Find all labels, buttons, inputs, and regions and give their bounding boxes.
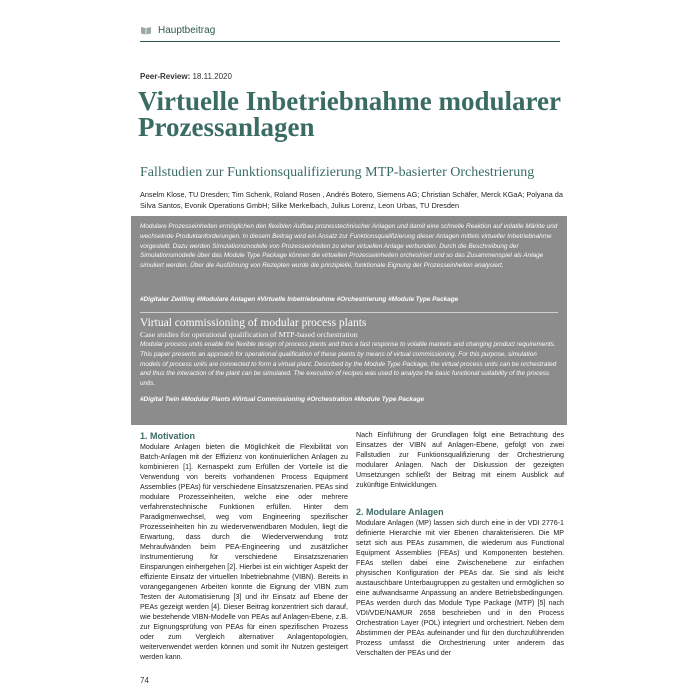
abstract-english: Modular process units enable the flexible design of process plants and thus a fast response to volatile markets and changing product requirements. This paper presents an approach for operational qualification of these plants by means of virtual commissioning. For this purpose, simulation models of process units are connected to form a virtual plant. Described by the Module Type Package, the virtual process units can be orchestrated and thus the interaction of the plant can be simulated. The execution of recipes was used to analyze the basic functional suitability of the process units. <box>140 341 557 388</box>
english-title: Virtual commissioning of modular process plants <box>140 317 367 329</box>
peer-review-date: 18.11.2020 <box>192 72 232 81</box>
abstract-box <box>131 216 567 425</box>
english-subtitle: Case studies for operational qualification of MTP-based orchestration <box>140 330 358 339</box>
book-icon <box>140 26 152 35</box>
article-subtitle: Fallstudien zur Funktionsqualifizierung MTP-basierter Orchestrierung <box>140 165 535 180</box>
peer-review-label: Peer-Review: <box>140 72 191 81</box>
peer-review-line <box>140 72 232 81</box>
section-heading-motivation: 1. Motivation <box>140 431 196 441</box>
column-right <box>356 430 564 695</box>
section-heading-modular-plants: 2. Modulare Anlagen <box>356 507 444 517</box>
page-number: 74 <box>140 676 149 685</box>
body-paragraph: Nach Einführung der Grundlagen folgt eine Betrachtung des Einsatzes der VIBN auf Anlagen-Ebene, gefolgt von zwei Fallstudien zur Funktionsqualifizierung der Orchestrierung modularer Anlagen. Nach der Diskussion der gezeigten Umsetzungen schließt der Beitrag mit einem Ausblick auf zukünftige Entwicklungen. <box>356 431 564 489</box>
body-paragraph: Modulare Anlagen bieten die Möglichkeit die Flexibilität von Batch-Anlagen mit der Effizienz von kontinuierlichen Anlagen zu kombinieren [1]. Kernaspekt zum Erfüllen der Vorteile ist die Verwendung von bereits vorhandenen Process Equipment Assemblies (PEAs) für verschiedene Einsatzszenarien. PEAs sind modulare Prozesseinheiten, welche eine oder mehrere verfahrenstechnische Funktionen erfüllen. Hinter dem Paradigmenwechsel, weg vom Engineering spezifischer Prozesseinheiten hin zu wiederverwendbaren Modulen, liegt die Erwartung, dass durch die Wiederverwendung trotz Mehraufwänden beim PEA-Engineering und zusätzlicher Instrumentierung für verschiedene Einsatzszenarien Einsparungen einhergehen [2]. Hierbei ist ein wichtiger Aspekt der effiziente Einsatz der virtuellen Inbetriebnahme (VIBN). Bereits in vorangegangenen Arbeiten konnte die Eignung der VIBN zum Testen der Automatisierung [3] und ihr Einsatz auf Ebene der PEAs gezeigt werden [4]. Dieser Beitrag konzentriert sich darauf, wie bestehende VIBN-Modelle von PEAs auf Anlagen-Ebene, z.B. zur Eignungsprüfung von PEAs für einen spezifischen Prozess oder zum Vergleich alternativer Anlagentopologien, weiterverwendet werden können und somit ihr Nutzen gesteigert werden kann. <box>140 443 348 661</box>
abstract-divider <box>140 312 558 313</box>
abstract-german: Modulare Prozesseinheiten ermöglichen den flexiblen Aufbau prozesstechnischer Anlagen und damit eine schnelle Reaktion auf volatile Märkte und wechselnde Produktanforderungen. In diesem Beitrag wird ein Ansatz zur Funktionsqualifizierung dieser Anlagen mittels virtueller Inbetriebnahme vorgestellt. Dazu werden Simulationsmodelle von Prozesseinheiten zu einer virtuellen Anlage verbunden. Durch die Beschreibung der Simulationsmodelle über das Module Type Package können die virtuellen Prozesseinheiten orchestriert und so das Zusammenspiel als Anlage simuliert werden. Über die Ausführung von Rezepten wurde die prinzipielle, funktionale Eignung der Prozesseinheiten analysiert. <box>140 223 558 270</box>
section-label: Hauptbeitrag <box>158 25 216 36</box>
keywords-german: #Digitaler Zwilling #Modulare Anlagen #Virtuelle Inbetriebnahme #Orchestrierung #Module Type Package <box>140 296 459 303</box>
author-list: Anselm Klose, TU Dresden; Tim Schenk, Roland Rosen , Andrés Botero, Siemens AG; Christian Schäfer, Merck KGaA; Polyana da Silva Santos, Evonik Operations GmbH; Silke Merkelbach, Julius Lorenz, Leon Urbas, TU Dresden <box>140 190 563 210</box>
running-header <box>140 20 560 42</box>
body-paragraph: Modulare Anlagen (MP) lassen sich durch eine in der VDI 2776-1 definierte Hierarchie mit vier Ebenen charakterisieren. Die MP setzt sich aus PEAs zusammen, die wiederum aus Functional Equipment Assemblies (FEAs) und Komponenten bestehen. FEAs stellen dabei eine Zwischenebene zur einfachen physischen Konfiguration der PEAs dar. Sie sind als leicht austauschbare Unterbaugruppen zu gestalten und ermöglichen so eine aufwandsarme Anpassung an andere Betriebsbedingungen. PEAs werden durch das Module Type Package (MTP) [5] nach VDI/VDE/NAMUR 2658 beschrieben und in den Process Orchestration Layer (POL) integriert und orchestriert. Neben dem Abstimmen der PEAs aufeinander und für den durchzuführenden Prozess umfasst die Orchestrierung unter anderem das Verschalten der PEAs und der <box>356 519 564 657</box>
keywords-english: #Digital Twin #Modular Plants #Virtual Commissioning #Orchestration #Module Type Package <box>140 396 425 403</box>
column-left <box>140 430 348 663</box>
article-title: Virtuelle Inbetriebnahme modularer Prozessanlagen <box>138 86 561 142</box>
